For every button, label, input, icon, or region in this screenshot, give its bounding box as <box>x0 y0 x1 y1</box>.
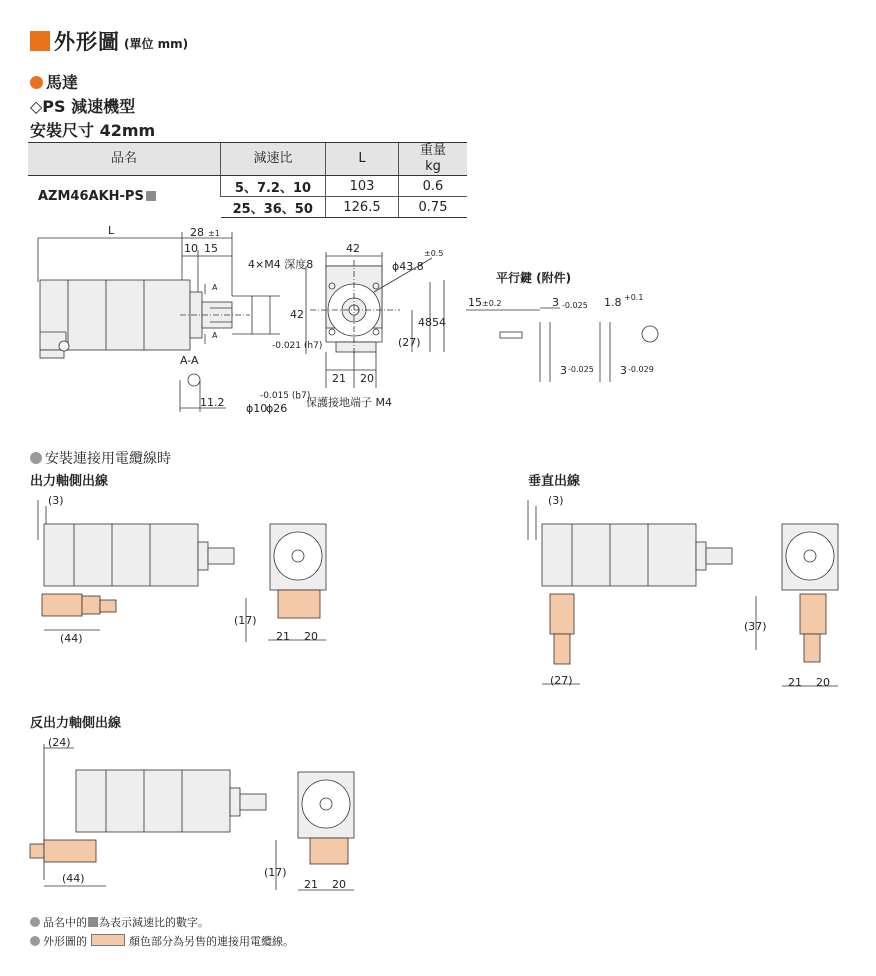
svg-text:15: 15 <box>468 296 482 309</box>
key-title: 平行鍵 (附件) <box>496 271 572 285</box>
svg-text:(27): (27) <box>550 674 573 687</box>
svg-text:20: 20 <box>816 676 830 689</box>
svg-text:20: 20 <box>332 878 346 891</box>
bullet-icon <box>30 917 40 927</box>
svg-text:(44): (44) <box>60 632 83 645</box>
spec-table <box>28 142 467 218</box>
cable-drawing-vertical <box>520 490 860 690</box>
col-L: L <box>326 143 399 176</box>
svg-text:(17): (17) <box>264 866 287 879</box>
table-row: 25、36、50 126.5 0.75 <box>28 197 467 218</box>
svg-text:21: 21 <box>304 878 318 891</box>
ratio-placeholder-icon <box>146 191 156 201</box>
title-square-icon <box>30 31 50 51</box>
vertical-label: 垂直出線 <box>528 474 581 489</box>
svg-text:-0.025: -0.025 <box>562 301 588 310</box>
motor-type: ◇PS 減速機型 <box>30 97 136 116</box>
svg-text:A-A: A-A <box>180 354 199 367</box>
cable-color-swatch <box>91 934 125 946</box>
svg-text:3: 3 <box>560 364 567 377</box>
svg-text:(37): (37) <box>744 620 767 633</box>
svg-text:1.8: 1.8 <box>604 296 622 309</box>
svg-text:A: A <box>212 331 218 340</box>
bullet-icon <box>30 452 42 464</box>
svg-text:-0.025: -0.025 <box>568 365 594 374</box>
svg-text:-0.021 (h7): -0.021 (h7) <box>272 341 323 351</box>
svg-text:21: 21 <box>276 630 290 643</box>
out-shaft-label: 出力軸側出線 <box>30 474 109 489</box>
note-2: 外形圖的 顏色部分為另售的連接用電纜線。 <box>30 933 294 949</box>
svg-text:(3): (3) <box>48 494 64 507</box>
svg-text:3: 3 <box>552 296 559 309</box>
table-row: AZM46AKH-PS 5、7.2、10 103 0.6 <box>28 176 467 197</box>
svg-text:±0.5: ±0.5 <box>424 249 444 258</box>
page-title: 外形圖 (單位 mm) <box>30 28 188 54</box>
cable-heading: 安裝連接用電纜線時 <box>30 448 171 468</box>
svg-text:21: 21 <box>332 372 346 385</box>
svg-text:54: 54 <box>432 316 446 329</box>
svg-text:42: 42 <box>290 308 304 321</box>
svg-text:(44): (44) <box>62 872 85 885</box>
svg-text:(17): (17) <box>234 614 257 627</box>
note-1: 品名中的 為表示減速比的數字。 <box>30 914 209 930</box>
svg-text:20: 20 <box>304 630 318 643</box>
svg-text:(27): (27) <box>398 336 421 349</box>
svg-text:10: 10 <box>184 242 198 255</box>
svg-text:-0.015 (h7): -0.015 (h7) <box>260 391 311 401</box>
svg-text:ϕ26: ϕ26 <box>266 402 288 415</box>
model-cell: AZM46AKH-PS <box>28 176 221 218</box>
main-drawing <box>0 222 876 422</box>
svg-text:11.2: 11.2 <box>200 396 225 409</box>
col-ratio: 減速比 <box>221 143 326 176</box>
svg-text:±0.2: ±0.2 <box>482 299 502 308</box>
motor-heading: 馬達 <box>30 70 78 93</box>
col-weight: 重量 kg <box>399 143 468 176</box>
svg-text:ϕ43.8: ϕ43.8 <box>392 260 424 273</box>
ground-terminal-label: 保護接地端子 M4 <box>306 396 392 409</box>
bullet-icon <box>30 76 43 89</box>
cable-drawing-reverse <box>20 730 380 900</box>
svg-text:+0.1: +0.1 <box>624 293 644 302</box>
svg-text:ϕ10: ϕ10 <box>246 402 268 415</box>
svg-text:28: 28 <box>190 226 204 239</box>
svg-text:15: 15 <box>204 242 218 255</box>
bullet-icon <box>30 936 40 946</box>
svg-text:-0.029: -0.029 <box>628 365 654 374</box>
dim-L: L <box>108 224 115 237</box>
svg-text:21: 21 <box>788 676 802 689</box>
svg-text:±1: ±1 <box>208 229 220 238</box>
svg-text:(24): (24) <box>48 736 71 749</box>
svg-text:3: 3 <box>620 364 627 377</box>
svg-text:(3): (3) <box>548 494 564 507</box>
screw-label: 4×M4 深度8 <box>248 258 314 271</box>
ratio-placeholder-icon <box>88 917 98 927</box>
col-model: 品名 <box>28 143 221 176</box>
cable-drawing-out-shaft <box>30 490 370 660</box>
reverse-label: 反出力軸側出線 <box>30 716 122 731</box>
svg-text:20: 20 <box>360 372 374 385</box>
svg-text:48: 48 <box>418 316 432 329</box>
svg-text:42: 42 <box>346 242 360 255</box>
svg-text:A: A <box>212 283 218 292</box>
mount-size: 安裝尺寸 42mm <box>30 121 156 140</box>
